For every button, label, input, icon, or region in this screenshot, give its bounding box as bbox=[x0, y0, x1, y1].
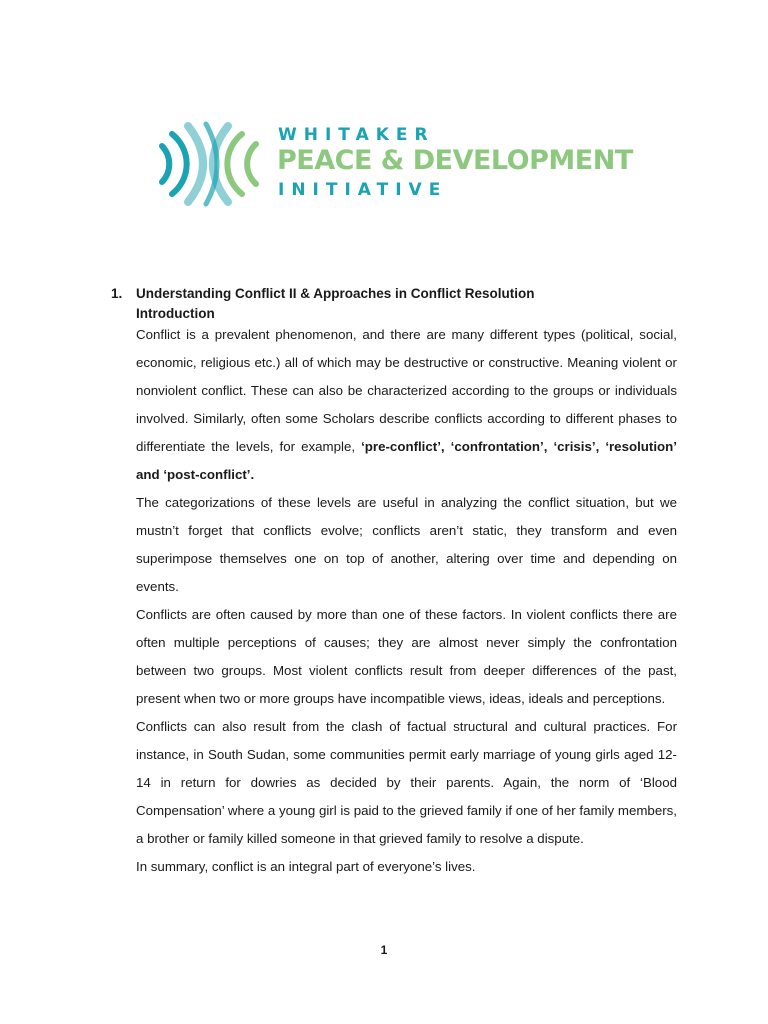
paragraph-3: Conflicts are often caused by more than one of these factors. In violent conflicts there are often multiple perceptions of causes; they are almost never simply the confrontation between two groups. Most violent conflicts result from deeper differences of the past, present when two or more groups have incompatible views, ideas, ideals and perceptions. bbox=[136, 607, 677, 706]
section-number: 1. bbox=[111, 286, 123, 301]
paragraph-1-text: Conflict is a prevalent phenomenon, and there are many different types (political, social, economic, religious etc.) all of which may be destructive or constructive. Meaning violent or nonviolent conflict. These can also be characterized according to the groups or individuals involved. Similarly, often some Scholars describe conflicts according to different phases to differentiate the levels, for example, bbox=[136, 327, 677, 454]
paragraph-4: Conflicts can also result from the clash of factual structural and cultural practices. For instance, in South Sudan, some communities permit early marriage of young girls aged 12-14 in return for dowries as decided by their parents. Again, the norm of ‘Blood Compensation’ where a young girl is paid to the grieved family if one of her family members, a brother or family killed someone in that grieved family to resolve a dispute. bbox=[136, 719, 677, 846]
logo-text-initiative: INITIATIVE bbox=[278, 180, 448, 200]
paragraph-1 bbox=[136, 321, 677, 489]
section-subtitle: Introduction bbox=[136, 306, 215, 321]
paragraph-2: The categorizations of these levels are useful in analyzing the conflict situation, but we mustn’t forget that conflicts evolve; conflicts aren’t static, they transform and even superimpose themselves one on top of another, altering over time and depending on events. bbox=[136, 495, 677, 594]
logo-text-peace-development: PEACE & DEVELOPMENT bbox=[277, 145, 633, 176]
section-title: Understanding Conflict II & Approaches in Conflict Resolution bbox=[136, 286, 535, 301]
document-body bbox=[136, 321, 677, 881]
paragraph-5: In summary, conflict is an integral part of everyone’s lives. bbox=[136, 859, 476, 874]
organization-logo bbox=[156, 120, 633, 210]
logo-mark-icon bbox=[156, 120, 266, 208]
page-number: 1 bbox=[380, 943, 388, 957]
logo-text-whitaker: WHITAKER bbox=[278, 125, 435, 145]
paragraph-1-bold-phases: ‘pre-conflict’, ‘confrontation’, ‘crisis’, ‘resolution’ and ‘post-conflict’. bbox=[136, 439, 677, 482]
